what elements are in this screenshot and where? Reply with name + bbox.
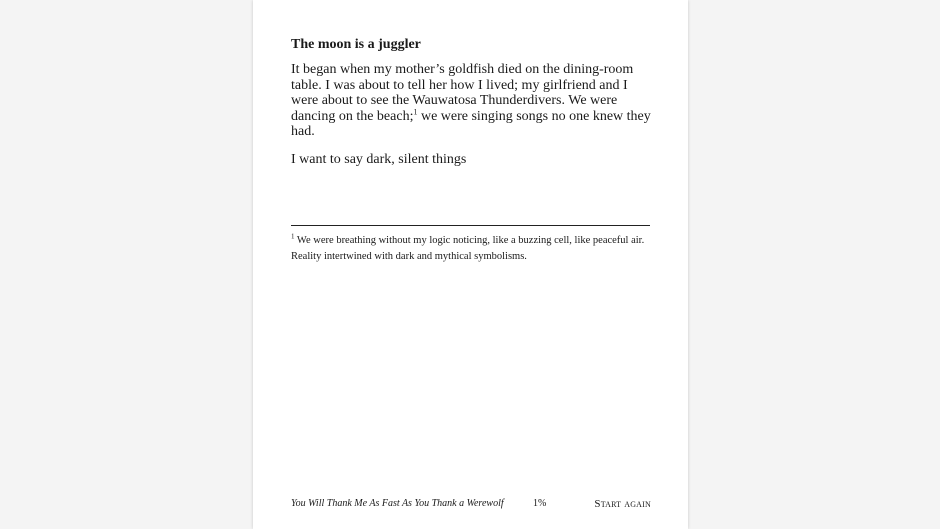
paragraph-1-tail: we were singing songs no one knew they had. [291,108,651,139]
chapter-content [291,36,651,167]
book-title: You Will Thank Me As Fast As You Thank a Werewolf [291,498,504,509]
reader-page [253,0,688,529]
paragraph-1-text: It began when my mother’s goldfish died on the dining-room table. I was about to tell her how I lived; my girlfriend and I were about to see the Wauwatosa Thunderdivers. We were dancing on the beach; [291,62,634,124]
chapter-title: The moon is a juggler [291,37,421,52]
progress-percent: 1% [533,498,547,509]
footnote [291,233,651,264]
footnote-marker: 1 [291,232,295,241]
footnote-reference[interactable]: 1 [413,106,418,116]
start-again-button[interactable]: Start again [594,498,651,510]
footnote-divider [291,225,650,226]
footnote-text: We were breathing without my logic noticing, like a buzzing cell, like peaceful air. Reality intertwined with dark and mythical symbolisms. [291,235,645,262]
reader-footer [291,496,651,512]
paragraph-2: I want to say dark, silent things [291,151,467,167]
paragraph-1 [291,62,651,140]
